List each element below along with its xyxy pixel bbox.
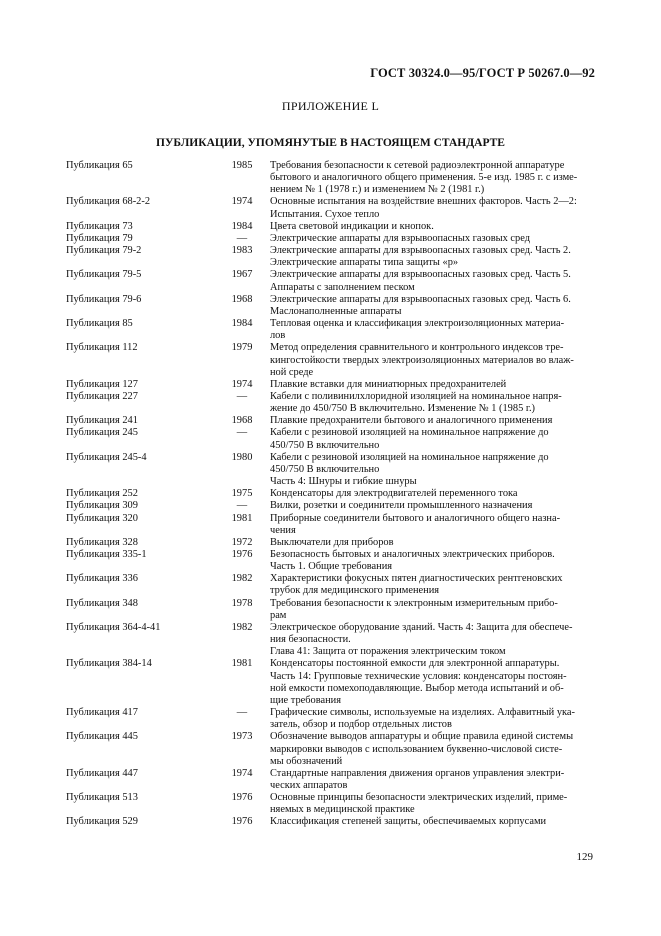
publication-title — [270, 415, 598, 427]
publication-name: Публикация 320 — [66, 512, 138, 524]
publication-year: 1975 — [231, 488, 253, 500]
publication-title-line: Обозначение выводов аппаратуры и общие правила единой системы — [270, 731, 574, 743]
publication-title — [270, 318, 598, 342]
publication-title — [270, 391, 598, 415]
publication-title-line: Конденсаторы постоянной емкости для электронной аппаратуры. — [270, 658, 560, 670]
publication-name: Публикация 245 — [66, 427, 138, 439]
publication-title-line: Приборные соединители бытового и аналогичного общего назна- — [270, 512, 561, 524]
publication-year: 1973 — [231, 731, 253, 743]
publication-name: Публикация 85 — [66, 318, 133, 330]
publication-title — [270, 622, 598, 658]
publication-title-line: няемых в медицинской практике — [270, 804, 415, 816]
publication-title-line: ной емкости помехоподавляющие. Выбор метода испытаний и об- — [270, 682, 564, 694]
publication-title-line: чения — [270, 524, 296, 536]
publication-title-line: Кабели с резиновой изоляцией на номинальное напряжение до — [270, 451, 549, 463]
publication-title-line: Аппараты с заполнением песком — [270, 281, 415, 293]
publication-title — [270, 513, 598, 537]
publication-name: Публикация 68-2-2 — [66, 196, 151, 208]
publication-title — [270, 245, 598, 269]
publication-name: Публикация 447 — [66, 767, 138, 779]
publication-title — [270, 196, 598, 220]
publication-year: 1981 — [231, 658, 253, 670]
table-row — [66, 160, 598, 196]
publication-name: Публикация 245-4 — [66, 451, 147, 463]
publication-year: 1979 — [231, 342, 253, 354]
publication-title-line: Выключатели для приборов — [270, 536, 394, 548]
publication-year: 1976 — [231, 549, 253, 560]
publication-title-line: Часть 14: Групповые технические условия: конденсаторы постоян- — [270, 670, 567, 682]
publication-title-line: Основные испытания на воздействие внешних факторов. Часть 2—2: — [270, 196, 577, 208]
publication-title-line: Испытания. Сухое тепло — [270, 208, 380, 220]
publication-name: Публикация 513 — [66, 792, 138, 804]
publication-title-line: трубок для медицинского применения — [270, 585, 440, 597]
publication-title-line: Кабели с поливинилхлоридной изоляцией на номинальное напря- — [270, 390, 562, 402]
publication-title-line: Основные принципы безопасности электрических изделий, приме- — [270, 792, 568, 804]
publication-title-line: рам — [270, 609, 287, 621]
publication-title-line: лов — [270, 330, 286, 342]
publication-name: Публикация 79-6 — [66, 293, 142, 305]
publication-title — [270, 160, 598, 196]
publication-title-line: Тепловая оценка и классификация электроизоляционных материа- — [270, 318, 565, 330]
publication-title-line: Метод определения сравнительного и контрольного индексов тре- — [270, 342, 564, 354]
publication-title-line: Цвета световой индикации и кнопок. — [270, 220, 434, 232]
publication-year: 1968 — [231, 293, 253, 305]
publication-title-line: Стандартные направления движения органов управления электри- — [270, 767, 565, 779]
publication-title — [270, 500, 598, 512]
table-row — [66, 488, 598, 500]
publication-year: 1976 — [231, 816, 253, 828]
table-row — [66, 245, 598, 269]
publication-year: 1984 — [231, 220, 253, 232]
table-row — [66, 318, 598, 342]
table-row — [66, 233, 598, 245]
publication-title-line: Требования безопасности к сетевой радиоэлектронной аппаратуре — [270, 160, 565, 171]
table-row — [66, 452, 598, 488]
table-row — [66, 792, 598, 816]
publication-name: Публикация 65 — [66, 160, 133, 171]
publication-title-line: Плавкие вставки для миниатюрных предохранителей — [270, 378, 507, 390]
page-number: 129 — [576, 851, 593, 863]
table-row — [66, 196, 598, 220]
table-row — [66, 391, 598, 415]
publication-title-line: щие требования — [270, 694, 342, 706]
publication-title — [270, 342, 598, 378]
table-row — [66, 342, 598, 378]
publication-name: Публикация 336 — [66, 573, 138, 585]
publication-title-line: бытового и аналогичного общего применения. 5-е изд. 1985 г. с изме- — [270, 172, 578, 184]
publication-title-line: Кабели с резиновой изоляцией на номинальное напряжение до — [270, 427, 549, 439]
publication-title — [270, 452, 598, 488]
table-row — [66, 573, 598, 597]
publication-name: Публикация 328 — [66, 536, 138, 548]
publication-title-line: маркировки выводов с использованием буквенно-числовой систе- — [270, 743, 563, 755]
publication-year: 1968 — [231, 415, 253, 427]
publication-name: Публикация 529 — [66, 816, 138, 828]
publication-name: Публикация 348 — [66, 597, 138, 609]
table-row — [66, 537, 598, 549]
publication-year: 1974 — [231, 378, 253, 390]
publication-title-line: Маслонаполненные аппараты — [270, 305, 402, 317]
publication-title-line: ния безопасности. — [270, 634, 351, 646]
publication-name: Публикация 417 — [66, 707, 138, 719]
publication-name: Публикация 309 — [66, 500, 138, 512]
table-row — [66, 427, 598, 451]
table-row — [66, 549, 598, 573]
table-row — [66, 598, 598, 622]
publication-title — [270, 768, 598, 792]
publication-year: — — [236, 707, 248, 719]
publication-title — [270, 573, 598, 597]
publication-title-line: Электрические аппараты типа защиты «р» — [270, 257, 459, 269]
publication-title-line: мы обозначений — [270, 755, 343, 767]
publication-year: 1982 — [231, 573, 253, 585]
table-row — [66, 816, 598, 828]
publication-title-line: Часть 1. Общие требования — [270, 561, 393, 573]
publication-name: Публикация 127 — [66, 378, 138, 390]
publication-year: 1974 — [231, 196, 253, 208]
publication-title-line: Графические символы, используемые на изделиях. Алфавитный ука- — [270, 707, 575, 719]
publication-name: Публикация 335-1 — [66, 549, 147, 560]
publication-title-line: 450/750 В включительно — [270, 439, 380, 451]
publication-name: Публикация 252 — [66, 488, 138, 500]
publication-year: — — [236, 390, 248, 402]
table-row — [66, 294, 598, 318]
publication-year: — — [236, 500, 248, 512]
publication-title-line: Электрические аппараты для взрывоопасных газовых сред — [270, 232, 530, 244]
publication-title-line: Электрические аппараты для взрывоопасных газовых сред. Часть 6. — [270, 293, 571, 305]
table-row — [66, 221, 598, 233]
publication-title — [270, 816, 598, 828]
publication-title-line: Характеристики фокусных пятен диагностических рентгеновских — [270, 573, 563, 585]
publication-title-line: Требования безопасности к электронным измерительным прибо- — [270, 597, 558, 609]
publication-title-line: нением № 1 (1978 г.) и изменением № 2 (1981 г.) — [270, 184, 485, 196]
publication-year: 1976 — [231, 792, 253, 804]
publication-title-line: Безопасность бытовых и аналогичных электрических приборов. — [270, 549, 555, 560]
publication-year: 1967 — [231, 269, 253, 281]
publication-title — [270, 731, 598, 767]
publication-title-line: 450/750 В включительно — [270, 463, 380, 475]
publication-title-line: кингостойкости твердых электроизоляционных материалов во влаж- — [270, 354, 574, 366]
publication-title-line: Часть 4: Шнуры и гибкие шнуры — [270, 476, 417, 488]
publication-title-line: затель, обзор и подбор отдельных листов — [270, 719, 452, 731]
publication-year: — — [236, 232, 248, 244]
publication-name: Публикация 73 — [66, 220, 133, 232]
section-title: ПУБЛИКАЦИИ, УПОМЯНУТЫЕ В НАСТОЯЩЕМ СТАНДАРТЕ — [156, 137, 505, 149]
publication-name: Публикация 227 — [66, 390, 138, 402]
publication-year: 1974 — [231, 767, 253, 779]
publication-title-line: Вилки, розетки и соединители промышленного назначения — [270, 500, 533, 512]
publication-title — [270, 598, 598, 622]
publication-title-line: ческих аппаратов — [270, 779, 348, 791]
publication-title — [270, 549, 598, 573]
table-row — [66, 379, 598, 391]
publication-name: Публикация 445 — [66, 731, 138, 743]
publication-title-line: Конденсаторы для электродвигателей переменного тока — [270, 488, 518, 500]
publication-title — [270, 233, 598, 245]
publication-title — [270, 269, 598, 293]
publication-title-line: Электрические аппараты для взрывоопасных газовых сред. Часть 2. — [270, 245, 571, 257]
publication-year: 1972 — [231, 536, 253, 548]
publication-year: — — [236, 427, 248, 439]
publication-name: Публикация 112 — [66, 342, 138, 354]
table-row — [66, 622, 598, 658]
publication-year: 1984 — [231, 318, 253, 330]
publication-year: 1983 — [231, 245, 253, 257]
publication-year: 1980 — [231, 451, 253, 463]
table-row — [66, 768, 598, 792]
publication-name: Публикация 79 — [66, 232, 133, 244]
publication-name: Публикация 364-4-41 — [66, 621, 161, 633]
publication-title — [270, 427, 598, 451]
publication-title — [270, 488, 598, 500]
document-header: ГОСТ 30324.0—95/ГОСТ Р 50267.0—92 — [370, 66, 595, 80]
table-row — [66, 658, 598, 707]
publication-name: Публикация 79-5 — [66, 269, 142, 281]
publication-title-line: Электрические аппараты для взрывоопасных газовых сред. Часть 5. — [270, 269, 571, 281]
publication-name: Публикация 79-2 — [66, 245, 142, 257]
table-row — [66, 415, 598, 427]
publication-title — [270, 658, 598, 707]
publication-year: 1985 — [231, 160, 253, 171]
table-row — [66, 731, 598, 767]
publication-name: Публикация 241 — [66, 415, 138, 427]
appendix-label: ПРИЛОЖЕНИЕ L — [281, 99, 380, 113]
publication-title-line: Глава 41: Защита от поражения электрическим током — [270, 646, 506, 658]
publication-title — [270, 792, 598, 816]
publication-title-line: Классификация степеней защиты, обеспечиваемых корпусами — [270, 816, 547, 828]
publication-year: 1978 — [231, 597, 253, 609]
publication-name: Публикация 384-14 — [66, 658, 152, 670]
publications-table — [66, 160, 598, 829]
table-row — [66, 500, 598, 512]
publication-title-line: жение до 450/750 В включительно. Изменение № 1 (1985 г.) — [270, 403, 536, 415]
table-row — [66, 269, 598, 293]
publication-title — [270, 537, 598, 549]
table-row — [66, 513, 598, 537]
publication-title-line: ной среде — [270, 366, 314, 378]
publication-title-line: Электрическое оборудование зданий. Часть 4: Защита для обеспече- — [270, 621, 573, 633]
publication-title — [270, 221, 598, 233]
publication-title — [270, 294, 598, 318]
publication-title — [270, 379, 598, 391]
publication-year: 1982 — [231, 621, 253, 633]
publication-title — [270, 707, 598, 731]
table-row — [66, 707, 598, 731]
publication-title-line: Плавкие предохранители бытового и аналогичного применения — [270, 415, 553, 427]
publication-year: 1981 — [231, 512, 253, 524]
